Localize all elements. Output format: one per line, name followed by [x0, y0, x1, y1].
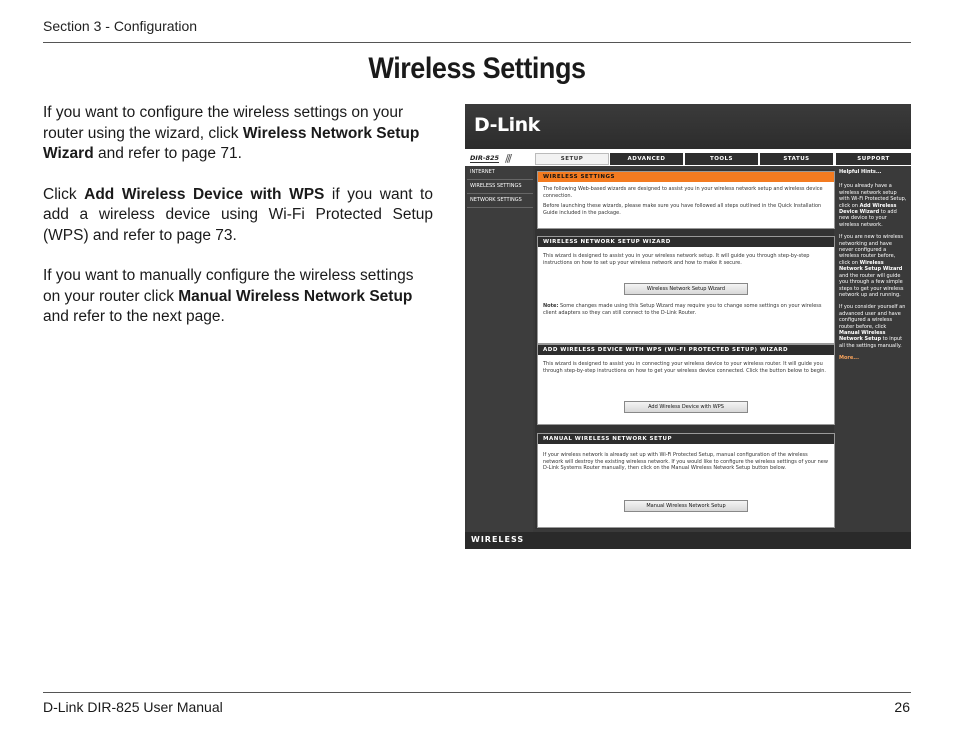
box-title: WIRELESS NETWORK SETUP WIZARD: [538, 237, 834, 247]
slash-divider-icon: ///: [505, 152, 511, 165]
dlink-logo: D-Link: [474, 114, 540, 136]
footer-rule: [43, 692, 911, 693]
tab-setup[interactable]: SETUP: [535, 153, 609, 165]
setup-wizard-box: WIRELESS NETWORK SETUP WIZARD This wizard is designed to assist you in your wireless network setup. It will guide you through step-by-step instructions on how to set up your wireless network and how to make it secure. Wireless Network Setup Wizard Note: Some changes made using this Setup Wizard may require you to change some settings on your wireless client adapters so they can still connect to the D-Link Router.: [537, 236, 835, 344]
paragraph-wps: Click Add Wireless Device with WPS if you want to add a wireless device using Wi-Fi Protected Setup (WPS) and refer to page 73.: [43, 185, 433, 244]
page-number: 26: [894, 699, 910, 715]
box-title: MANUAL WIRELESS NETWORK SETUP: [538, 434, 834, 444]
more-link[interactable]: More...: [839, 355, 859, 362]
router-header: [465, 104, 911, 149]
manual-wireless-network-setup-button[interactable]: Manual Wireless Network Setup: [624, 500, 748, 512]
manual-title: D-Link DIR-825 User Manual: [43, 699, 223, 715]
wps-wizard-box: ADD WIRELESS DEVICE WITH WPS (WI-FI PROTECTED SETUP) WIZARD This wizard is designed to assist you in connecting your wireless device to your wireless router. It will guide you through step-by-step instructions on how to get your wireless device connected. Click the button below to begin. Add Wireless Device with WPS: [537, 344, 835, 425]
box-title: ADD WIRELESS DEVICE WITH WPS (WI-FI PROTECTED SETUP) WIZARD: [538, 345, 834, 355]
section-label: Section 3 - Configuration: [43, 18, 198, 34]
router-sidebar: [467, 166, 533, 532]
helpful-hints-panel: Helpful Hints... If you already have a wireless network setup with Wi-Fi Protected Setup, click on Add Wireless Device Wizard to add new device to your wireless network. If you are new to wireless networking and have never configured a wireless router before, click on Wireless Network Setup Wizard and the router will guide you through a few simple steps to get your wireless network up and running. If you consider yourself an advanced user and have configured a wireless router before, click Manual Wireless Network Setup to input all the settings manually. More...: [836, 166, 910, 532]
tab-status[interactable]: STATUS: [760, 153, 833, 165]
wireless-network-setup-wizard-button[interactable]: Wireless Network Setup Wizard: [624, 283, 748, 295]
header-rule: [43, 42, 911, 43]
page-title: Wireless Settings: [368, 52, 586, 85]
sidebar-item-internet[interactable]: INTERNET: [467, 166, 533, 180]
router-main: [465, 166, 911, 532]
box-title: WIRELESS SETTINGS: [538, 172, 834, 182]
help-title: Helpful Hints...: [839, 169, 882, 175]
paragraph-wizard: If you want to configure the wireless settings on your router using the wizard, click Wireless Network Setup Wizard and refer to page 71.: [43, 104, 420, 162]
router-content: [535, 169, 834, 529]
add-wireless-device-wps-button[interactable]: Add Wireless Device with WPS: [624, 401, 748, 413]
body-text: [43, 103, 433, 348]
router-screenshot: [465, 104, 911, 549]
tab-advanced[interactable]: ADVANCED: [610, 153, 683, 165]
router-footer: WIRELESS: [465, 532, 911, 549]
model-badge: DIR-825 ///: [467, 152, 533, 166]
router-nav: [465, 152, 911, 166]
tab-support[interactable]: SUPPORT: [836, 153, 911, 165]
tab-tools[interactable]: TOOLS: [685, 153, 758, 165]
paragraph-manual: If you want to manually configure the wireless settings on your router click Manual Wireless Network Setup and refer to the next page.: [43, 267, 414, 325]
wireless-settings-box: WIRELESS SETTINGS The following Web-based wizards are designed to assist you in your wireless network setup and wireless device connection. Before launching these wizards, please make sure you have followed all steps outlined in the Quick Installation Guide included in the package.: [537, 171, 835, 229]
manual-setup-box: MANUAL WIRELESS NETWORK SETUP If your wireless network is already set up with Wi-Fi Protected Setup, manual configuration of the wireless network will destroy the existing wireless network. If you would like to configure the wireless settings of your new D-Link Systems Router manually, then click on the Manual Wireless Network Setup button below. Manual Wireless Network Setup: [537, 433, 835, 528]
sidebar-item-wireless-settings[interactable]: WIRELESS SETTINGS: [467, 180, 533, 194]
sidebar-item-network-settings[interactable]: NETWORK SETTINGS: [467, 194, 533, 208]
